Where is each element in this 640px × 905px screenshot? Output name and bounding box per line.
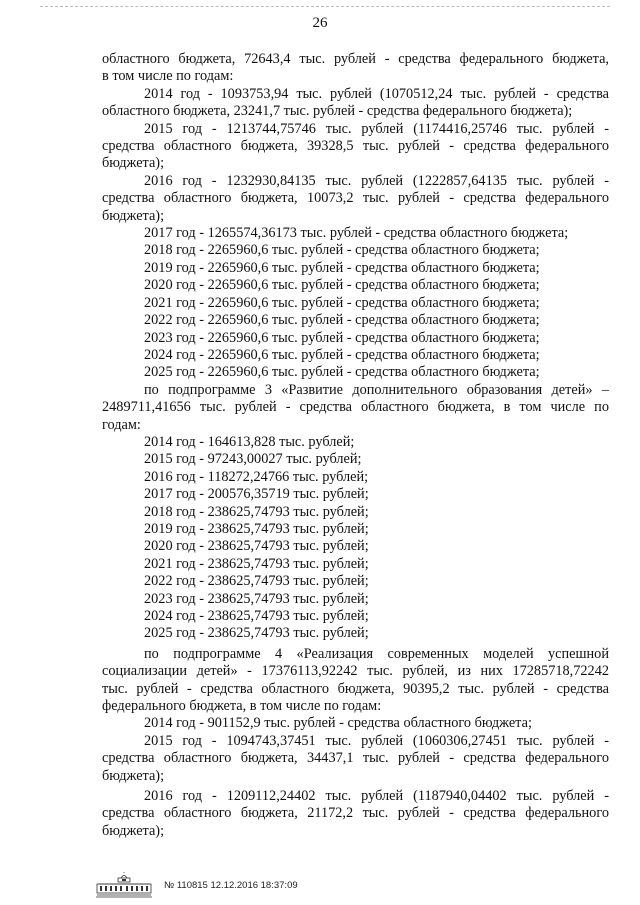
subprogram-4-heading: по подпрограмме 4 «Реализация современных моделей успешной [144,645,609,662]
year-entry-cont: средства областного бюджета, 10073,2 тыс. рублей - средства федерального [102,190,609,207]
year-entry: 2015 год - 97243,00027 тыс. рублей; [144,451,362,468]
building-emblem-icon [94,872,154,898]
year-entry: 2018 год - 2265960,6 тыс. рублей - средства областного бюджета; [144,242,540,259]
subprogram-3-heading-cont: 2489711,41656 тыс. рублей - средства областного бюджета, в том числе по [102,399,609,416]
year-entry: 2016 год - 118272,24766 тыс. рублей; [144,468,369,485]
year-entry: 2023 год - 2265960,6 тыс. рублей - средства областного бюджета; [144,329,540,346]
year-entry-cont: бюджета); [102,207,165,224]
year-entry: 2022 год - 238625,74793 тыс. рублей; [144,573,369,590]
subprogram-3-heading-cont: годам: [102,416,141,433]
year-entry-cont: средства областного бюджета, 21172,2 тыс. рублей - средства федерального [102,805,609,822]
year-entry: 2024 год - 238625,74793 тыс. рублей; [144,608,369,624]
document-footer [94,872,298,898]
year-entry: 2021 год - 238625,74793 тыс. рублей; [144,555,369,572]
year-entry: 2014 год - 901152,9 тыс. рублей - средства областного бюджета; [144,715,532,732]
year-entry-cont: бюджета); [102,155,165,172]
subprogram-4-heading-cont: социализации детей» - 17376113,92242 тыс. рублей, из них 17285718,72242 [102,663,609,680]
year-entry: 2024 год - 2265960,6 тыс. рублей - средства областного бюджета; [144,346,540,363]
year-entry: 2017 год - 200576,35719 тыс. рублей; [144,486,369,503]
year-entry: 2018 год - 238625,74793 тыс. рублей; [144,503,369,520]
year-entry: 2017 год - 1265574,36173 тыс. рублей - средства областного бюджета; [144,225,569,242]
scan-edge-line [40,6,610,7]
subprogram-3-heading: по подпрограмме 3 «Развитие дополнительного образования детей» – [144,381,609,398]
document-registration-number: № 110815 12.12.2016 18:37:09 [164,879,298,891]
year-entry-cont: средства областного бюджета, 39328,5 тыс. рублей - средства федерального [102,138,609,155]
year-entry: 2019 год - 2265960,6 тыс. рублей - средства областного бюджета; [144,259,540,276]
paragraph-line: областного бюджета, 72643,4 тыс. рублей - средства федерального бюджета, [102,51,609,67]
year-entry: 2016 год - 1232930,84135 тыс. рублей (1222857,64135 тыс. рублей - [144,172,609,189]
page-number: 26 [312,15,328,31]
year-entry: 2014 год - 164613,828 тыс. рублей; [144,433,355,450]
year-entry: 2020 год - 2265960,6 тыс. рублей - средства областного бюджета; [144,277,540,294]
year-entry-cont: бюджета); [102,767,165,784]
year-entry: 2022 год - 2265960,6 тыс. рублей - средства областного бюджета; [144,312,540,329]
year-entry: 2014 год - 1093753,94 тыс. рублей (1070512,24 тыс. рублей - средства [144,85,609,102]
year-entry: 2015 год - 1094743,37451 тыс. рублей (1060306,27451 тыс. рублей - [144,732,609,749]
document-body [102,51,609,840]
year-entry-cont: областного бюджета, 23241,7 тыс. рублей - средства федерального бюджета); [102,103,573,120]
year-entry: 2023 год - 238625,74793 тыс. рублей; [144,590,369,607]
year-entry-cont: бюджета); [102,822,165,839]
year-entry: 2015 год - 1213744,75746 тыс. рублей (1174416,25746 тыс. рублей - [144,120,609,137]
year-entry: 2021 год - 2265960,6 тыс. рублей - средства областного бюджета; [144,294,540,311]
year-entry: 2019 год - 238625,74793 тыс. рублей; [144,520,369,537]
year-entry: 2020 год - 238625,74793 тыс. рублей; [144,538,369,555]
year-entry-cont: средства областного бюджета, 34437,1 тыс. рублей - средства федерального [102,750,609,767]
paragraph-line: в том числе по годам: [102,68,234,85]
year-entry: 2025 год - 2265960,6 тыс. рублей - средства областного бюджета; [144,364,540,381]
subprogram-4-heading-cont: тыс. рублей - средства областного бюджета, 90395,2 тыс. рублей - средства [102,680,609,697]
year-entry: 2025 год - 238625,74793 тыс. рублей; [144,625,369,642]
year-entry: 2016 год - 1209112,24402 тыс. рублей (1187940,04402 тыс. рублей - [144,788,609,805]
subprogram-4-heading-cont: федерального бюджета, в том числе по годам: [102,698,382,715]
